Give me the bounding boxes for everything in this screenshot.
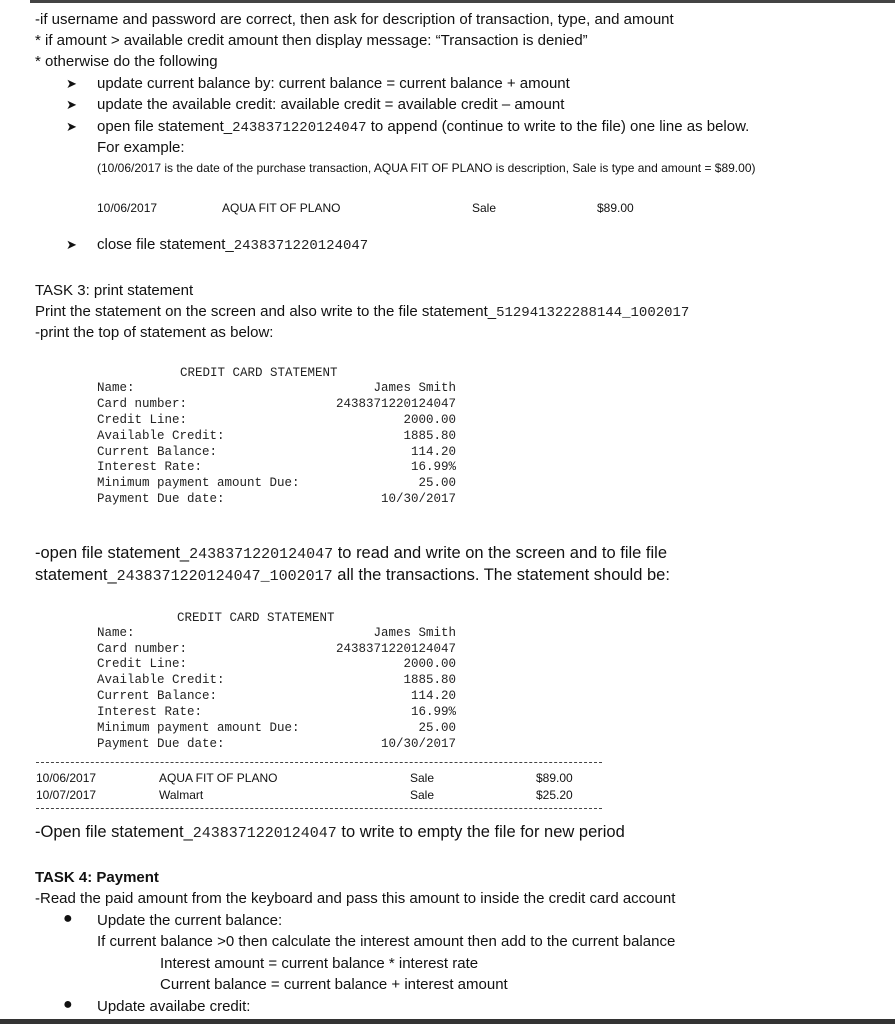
open-file-line-2: statement_2438371220124047_1002017 all the transactions. The statement should be: xyxy=(35,566,670,585)
label-due-date: Payment Due date: xyxy=(97,737,225,751)
bullet-icon: ● xyxy=(63,910,73,927)
label-credit-line: Credit Line: xyxy=(97,413,188,427)
label-balance: Current Balance: xyxy=(97,445,218,459)
value-due-date: 10/30/2017 xyxy=(380,492,456,506)
label-rate: Interest Rate: xyxy=(97,460,203,474)
step-open-file: open file statement_2438371220124047 to append (continue to write to the file) one line as below. xyxy=(97,118,750,136)
label-name: Name: xyxy=(97,626,135,640)
formula-balance: Current balance = current balance + interest amount xyxy=(160,976,508,993)
arrow-bullet-icon: ➤ xyxy=(66,97,77,112)
example-note: (10/06/2017 is the date of the purchase transaction, AQUA FIT OF PLANO is description, Sale is type and amount = $89.00) xyxy=(97,161,756,175)
value-credit-line: 2000.00 xyxy=(403,413,456,427)
formula-interest: Interest amount = current balance * interest rate xyxy=(160,955,479,972)
txn-desc: AQUA FIT OF PLANO xyxy=(159,771,278,785)
example-type: Sale xyxy=(472,201,497,215)
value-rate: 16.99% xyxy=(410,705,456,719)
txn-type: Sale xyxy=(410,788,435,802)
intro-line-3: * otherwise do the following xyxy=(35,53,218,70)
arrow-bullet-icon: ➤ xyxy=(66,76,77,91)
label-available: Available Credit: xyxy=(97,429,225,443)
value-min-payment: 25.00 xyxy=(418,721,456,735)
dashed-divider xyxy=(36,762,602,763)
top-page-border xyxy=(30,0,895,3)
task4-bullet-1-detail: If current balance >0 then calculate the interest amount then add to the current balance xyxy=(97,933,676,950)
task4-bullet-1: Update the current balance: xyxy=(97,912,283,929)
value-card: 2438371220124047 xyxy=(335,397,456,411)
task3-line-2: -print the top of statement as below: xyxy=(35,324,274,341)
value-available: 1885.80 xyxy=(403,673,456,687)
txn-desc: Walmart xyxy=(159,788,204,802)
step-close-file: close file statement_2438371220124047 xyxy=(97,236,369,254)
example-amount: $89.00 xyxy=(597,201,634,215)
bullet-icon: ● xyxy=(63,996,73,1013)
txn-date: 10/06/2017 xyxy=(36,771,97,785)
example-desc: AQUA FIT OF PLANO xyxy=(222,201,341,215)
arrow-bullet-icon: ➤ xyxy=(66,119,77,134)
label-balance: Current Balance: xyxy=(97,689,218,703)
task3-title: TASK 3: print statement xyxy=(35,282,194,299)
value-due-date: 10/30/2017 xyxy=(380,737,456,751)
label-name: Name: xyxy=(97,381,135,395)
task4-title: TASK 4: Payment xyxy=(35,869,159,886)
statement-header: CREDIT CARD STATEMENT xyxy=(177,611,335,625)
step-update-available: update the available credit: available credit = available credit – amount xyxy=(97,96,565,113)
label-rate: Interest Rate: xyxy=(97,705,203,719)
value-name: James Smith xyxy=(373,381,456,395)
task4-bullet-2: Update availabe credit: xyxy=(97,998,251,1015)
label-due-date: Payment Due date: xyxy=(97,492,225,506)
txn-type: Sale xyxy=(410,771,435,785)
value-card: 2438371220124047 xyxy=(335,642,456,656)
arrow-bullet-icon: ➤ xyxy=(66,237,77,252)
value-rate: 16.99% xyxy=(410,460,456,474)
task3-line-1: Print the statement on the screen and also write to the file statement_512941322288144_1002017 xyxy=(35,303,690,321)
value-credit-line: 2000.00 xyxy=(403,657,456,671)
label-available: Available Credit: xyxy=(97,673,225,687)
empty-file-line: -Open file statement_2438371220124047 to write to empty the file for new period xyxy=(35,823,625,842)
label-min-payment: Minimum payment amount Due: xyxy=(97,721,300,735)
step-update-balance: update current balance by: current balance = current balance + amount xyxy=(97,75,570,92)
value-name: James Smith xyxy=(373,626,456,640)
label-card: Card number: xyxy=(97,397,188,411)
value-balance: 114.20 xyxy=(410,445,456,459)
intro-line-1: -if username and password are correct, then ask for description of transaction, type, and amount xyxy=(35,11,674,28)
open-file-line-1: -open file statement_2438371220124047 to read and write on the screen and to file file xyxy=(35,544,668,563)
value-balance: 114.20 xyxy=(410,689,456,703)
dashed-divider xyxy=(36,808,602,809)
label-card: Card number: xyxy=(97,642,188,656)
intro-line-2: * if amount > available credit amount then display message: “Transaction is denied” xyxy=(35,32,588,49)
task4-line-1: -Read the paid amount from the keyboard and pass this amount to inside the credit card account xyxy=(35,890,676,907)
bottom-page-border xyxy=(0,1019,895,1024)
example-date: 10/06/2017 xyxy=(97,201,158,215)
value-min-payment: 25.00 xyxy=(418,476,456,490)
label-credit-line: Credit Line: xyxy=(97,657,188,671)
txn-amount: $89.00 xyxy=(536,771,573,785)
statement-header: CREDIT CARD STATEMENT xyxy=(180,366,338,380)
label-min-payment: Minimum payment amount Due: xyxy=(97,476,300,490)
txn-amount: $25.20 xyxy=(536,788,573,802)
example-label: For example: xyxy=(97,139,185,156)
txn-date: 10/07/2017 xyxy=(36,788,97,802)
value-available: 1885.80 xyxy=(403,429,456,443)
